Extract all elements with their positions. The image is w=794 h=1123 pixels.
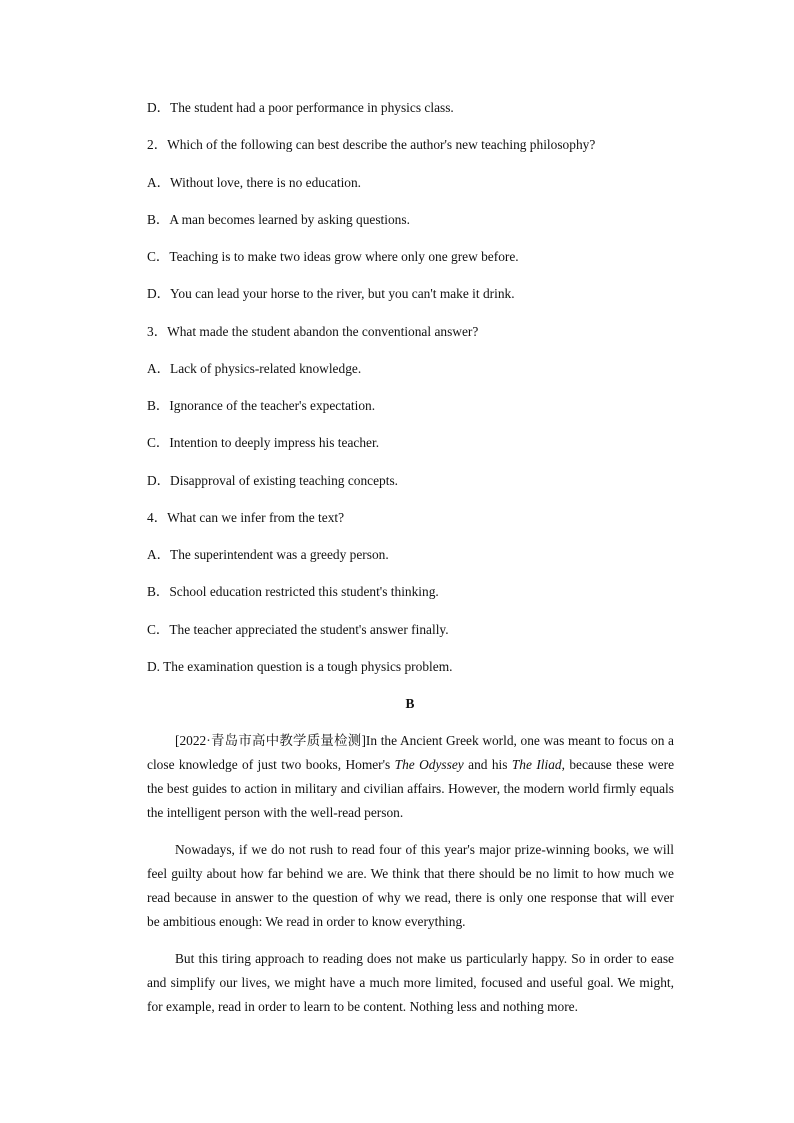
question-2-option-a: A．Without love, there is no education. — [147, 175, 362, 190]
question-2-option-d: D．You can lead your horse to the river, but you can't make it drink. — [147, 286, 515, 301]
passage-paragraph-1 — [147, 729, 674, 825]
question-4-option-d: D. The examination question is a tough physics problem. — [147, 659, 453, 674]
question-3-option-b: B．Ignorance of the teacher's expectation. — [147, 398, 376, 413]
passage-p1-text-a: In the Ancient Greek world, one was meant to focus on a close knowledge of just two books, Homer's — [147, 733, 674, 772]
question-3-option-a: A．Lack of physics-related knowledge. — [147, 361, 362, 376]
passage-p1-text-b: and his — [463, 757, 512, 772]
passage-p1-text-c: , because these were the best guides to action in military and civilian affairs. However, the modern world firmly equals the intelligent person with the well-read person. — [147, 757, 675, 820]
book-title-odyssey: The Odyssey — [394, 757, 464, 772]
section-heading: B — [405, 696, 415, 711]
passage-paragraph-3 — [147, 947, 674, 1019]
book-title-iliad: The Iliad — [511, 757, 562, 772]
question-4-stem: 4．What can we infer from the text? — [147, 510, 345, 525]
question-4-option-a: A．The superintendent was a greedy person. — [147, 547, 389, 562]
question-2-option-b: B．A man becomes learned by asking questions. — [147, 212, 410, 227]
question-3-option-d: D．Disapproval of existing teaching concepts. — [147, 473, 399, 488]
passage-p2-text: Nowadays, if we do not rush to read four of this year's major prize-winning books, we will feel guilty about how far behind we are. We think that there should be no limit to how much we read because in answer to the question of why we read, there is only one response that will ever be ambitious enough: We read in order to know everything. — [147, 842, 674, 929]
question-4-option-c: C．The teacher appreciated the student's answer finally. — [147, 622, 449, 637]
question-2-stem: 2．Which of the following can best describe the author's new teaching philosophy? — [147, 137, 596, 152]
passage-source: [2022·青岛市高中教学质量检测] — [175, 733, 366, 748]
passage-paragraph-2 — [147, 838, 674, 934]
passage-p3-text: But this tiring approach to reading does not make us particularly happy. So in order to ease and simplify our lives, we might have a much more limited, focused and useful goal. We might, for example, read in order to learn to be content. Nothing less and nothing more. — [147, 951, 674, 1014]
question-2-option-c: C．Teaching is to make two ideas grow where only one grew before. — [147, 249, 519, 264]
question-3-stem: 3．What made the student abandon the conventional answer? — [147, 324, 479, 339]
question-1-option-d: D．The student had a poor performance in physics class. — [147, 100, 454, 115]
question-3-option-c: C．Intention to deeply impress his teacher. — [147, 435, 380, 450]
question-4-option-b: B．School education restricted this student's thinking. — [147, 584, 439, 599]
